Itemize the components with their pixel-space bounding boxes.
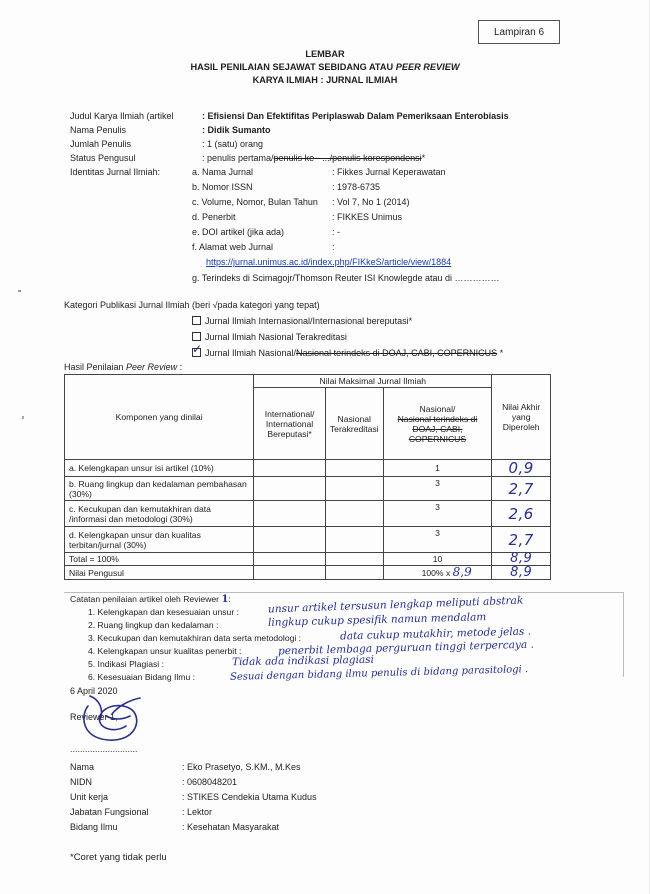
nama-penulis-value: : Didik Sumanto xyxy=(202,125,271,135)
total-label: Total = 100% xyxy=(65,553,254,566)
catatan-item-label: 6. Kesesuaian Bidang Ilmu : xyxy=(88,672,196,682)
check-mark-icon: ✓ xyxy=(192,342,203,356)
status-asterisk: * xyxy=(421,153,426,163)
table-row xyxy=(65,501,551,527)
catatan-item-handwriting: data cukup mutakhir, metode jelas . xyxy=(339,625,532,643)
judul-label: Judul Karya Ilmiah (artikel xyxy=(70,111,174,121)
catatan-item-handwriting: Tidak ada indikasi plagiasi xyxy=(231,653,375,669)
empty-cell xyxy=(325,477,383,501)
max-cell: 3 xyxy=(383,477,492,501)
hasil-title xyxy=(64,362,182,373)
jumlah-penulis-label: Jumlah Penulis xyxy=(70,139,132,149)
komponen-cell: a. Kelengkapan unsur isi artikel (10%) xyxy=(65,460,254,477)
jurnal-field-value: : 1978-6735 xyxy=(332,182,381,192)
jurnal-field-value: : xyxy=(332,242,335,252)
jurnal-field-key: e. DOI artikel (jika ada) xyxy=(192,227,285,237)
reviewer-field-key: Jabatan Fungsional xyxy=(70,807,149,817)
reviewer-field-value: : Kesehatan Masyarakat xyxy=(182,822,280,832)
checkbox-empty-icon[interactable] xyxy=(192,332,201,341)
nama-penulis-label: Nama Penulis xyxy=(70,125,127,135)
title-hasil-text: HASIL PENILAIAN SEJAWAT SEBIDANG ATAU xyxy=(190,62,396,72)
pengusul-handwritten: 8,9 xyxy=(452,565,472,579)
reviewer-field-key: Unit kerja xyxy=(70,792,109,802)
max-cell: 3 xyxy=(383,501,492,527)
kategori-option-label: Jurnal Ilmiah Nasional Terakreditasi xyxy=(205,332,347,342)
jurnal-field-key: a. Nama Jurnal xyxy=(192,167,254,177)
judul-value: : Efisiensi Dan Efektifitas Periplaswab Dalam Pemeriksaan Enterobiasis xyxy=(202,111,509,121)
reviewer-field-key: NIDN xyxy=(70,777,92,787)
total-score: 8,9 xyxy=(492,553,551,566)
kategori-option-label: Jurnal Ilmiah Internasional/Internasional bereputasi* xyxy=(205,316,413,326)
status-text: : penulis pertama/ xyxy=(202,153,274,163)
catatan-item-label: 3. Kecukupan dan kemutakhiran data serta metodologi : xyxy=(88,633,302,643)
reviewer-field-value: : 0608048201 xyxy=(182,777,238,787)
hasil-title-italic: Peer Review xyxy=(126,362,178,372)
empty-cell xyxy=(325,566,383,580)
catatan-item-handwriting: lingkup cukup spesifik namun mendalam xyxy=(267,611,487,629)
checkbox-empty-icon[interactable] xyxy=(192,316,201,325)
catatan-title-colon: : xyxy=(228,594,231,604)
pengusul-label: Nilai Pengusul xyxy=(65,566,254,580)
status-struck-text: penulis ke - .../penulis korespondensi xyxy=(273,153,422,163)
table-row xyxy=(65,460,551,477)
empty-cell xyxy=(325,501,383,527)
empty-cell xyxy=(254,460,326,477)
table-row xyxy=(65,527,551,553)
total-max: 10 xyxy=(383,553,492,566)
score-cell: 2,7 xyxy=(492,477,551,501)
title-lembar: LEMBAR xyxy=(305,49,345,59)
pengusul-max-cell xyxy=(383,566,492,580)
status-pengusul-label: Status Pengusul xyxy=(70,153,136,163)
table-row-pengusul xyxy=(65,566,551,580)
catatan-item-handwriting: Sesuai dengan bidang ilmu penulis di bidang parasitologi . xyxy=(229,664,529,683)
jurnal-field-key: b. Nomor ISSN xyxy=(192,182,253,192)
kategori-option-asterisk: * xyxy=(497,348,504,358)
jurnal-field-value: : FIKKES Unimus xyxy=(332,212,403,222)
table-row-total xyxy=(65,553,551,566)
empty-cell xyxy=(325,460,383,477)
title-karya-ilmiah: KARYA ILMIAH : JURNAL ILMIAH xyxy=(252,75,398,85)
reviewer-field-key: Bidang Ilmu xyxy=(70,822,118,832)
catatan-item-label: 5. Indikasi Plagiasi : xyxy=(88,659,164,669)
catatan-item-label: 1. Kelengkapan dan kesesuaian unsur : xyxy=(88,607,239,617)
jurnal-field-key: d. Penerbit xyxy=(192,212,236,222)
reviewer-field-key: Nama xyxy=(70,762,95,772)
empty-cell xyxy=(254,566,326,580)
pengusul-max: 100% x xyxy=(421,568,451,578)
status-pengusul-value xyxy=(202,153,425,164)
lampiran-box: Lampiran 6 xyxy=(478,20,560,44)
hasil-title-text: Hasil Penilaian xyxy=(64,362,127,372)
catatan-item-handwriting: penerbit lembaga perguruan tinggi terpercaya . xyxy=(277,638,534,658)
score-cell: 2,6 xyxy=(492,501,551,527)
catatan-item-label: 4. Kelengkapan unsur kualitas penerbit : xyxy=(88,646,242,656)
jumlah-penulis-value: : 1 (satu) orang xyxy=(202,139,264,149)
empty-cell xyxy=(254,501,326,527)
kategori-option-internasional[interactable] xyxy=(192,316,412,327)
scan-speck xyxy=(18,290,21,292)
header-nasional-terakreditasi: Nasional Terakreditasi xyxy=(325,388,383,460)
catatan-reviewer-number: 1 xyxy=(221,594,229,605)
score-cell: 0,9 xyxy=(492,460,551,477)
komponen-cell: c. Kecukupan dan kemutakhiran data /informasi dan metodologi (30%) xyxy=(65,501,254,527)
empty-cell xyxy=(254,477,326,501)
signature-dotted-line: ........................... xyxy=(70,744,138,754)
kategori-option-nasional[interactable] xyxy=(192,342,504,359)
reviewer-field-value: : STIKES Cendekia Utama Kudus xyxy=(182,792,317,802)
header-nasional-text: Nasional/ xyxy=(419,403,456,414)
empty-cell xyxy=(325,553,383,566)
footnote: *Coret yang tidak perlu xyxy=(70,852,167,863)
max-cell: 3 xyxy=(383,527,492,553)
catatan-title-text: Catatan penilaian artikel oleh Reviewer xyxy=(70,594,222,604)
hasil-title-colon: : xyxy=(177,362,183,372)
identitas-jurnal-label: Identitas Jurnal Ilmiah: xyxy=(70,167,161,177)
jurnal-field-value: : - xyxy=(332,227,340,237)
catatan-item-label: 2. Ruang lingkup dan kedalaman : xyxy=(88,620,219,630)
jurnal-field-key: f. Alamat web Jurnal xyxy=(192,242,274,252)
checkbox-checked-icon[interactable] xyxy=(192,342,203,357)
kategori-option-struck-label: Nasional terindeks di DOAJ, CABI, COPERNICUS xyxy=(296,348,498,358)
score-table xyxy=(64,374,551,580)
jurnal-field-key: c. Volume, Nomor, Bulan Tahun xyxy=(192,197,318,207)
reviewer-field-value: : Eko Prasetyo, S.KM., M.Kes xyxy=(182,762,301,772)
kategori-option-terakreditasi[interactable] xyxy=(192,332,347,343)
komponen-cell: d. Kelengkapan unsur dan kualitas terbitan/jurnal (30%) xyxy=(65,527,254,553)
jurnal-field-value: : Vol 7, No 1 (2014) xyxy=(332,197,410,207)
header-international: International/ International Bereputasi* xyxy=(254,388,326,460)
header-komponen: Komponen yang dinilai xyxy=(65,375,254,460)
catatan-title xyxy=(70,594,231,605)
catatan-date: 6 April 2020 xyxy=(70,686,118,696)
scan-speck xyxy=(22,416,24,419)
title-peer-review-text: PEER REVIEW xyxy=(395,62,460,72)
header-nilai-maksimal: Nilai Maksimal Jurnal Ilmiah xyxy=(254,375,492,388)
pengusul-score: 8,9 xyxy=(492,566,551,580)
empty-cell xyxy=(254,553,326,566)
jurnal-field-value: : Fikkes Jurnal Keperawatan xyxy=(332,167,446,177)
kategori-option-label: Jurnal Ilmiah Nasional/ xyxy=(205,348,297,358)
table-row xyxy=(65,477,551,501)
catatan-item-handwriting: unsur artikel tersusun lengkap meliputi abstrak xyxy=(267,594,524,616)
journal-web-link[interactable]: https://jurnal.unimus.ac.id/index.php/FIKkeS/article/view/1884 xyxy=(206,257,452,267)
title-hasil-penilaian xyxy=(0,62,650,72)
score-cell: 2,7 xyxy=(492,527,551,553)
header-nilai-akhir: Nilai Akhir yang Diperoleh xyxy=(492,375,551,460)
empty-cell xyxy=(254,527,326,553)
kategori-title: Kategori Publikasi Jurnal Ilmiah (beri √pada kategori yang tepat) xyxy=(64,300,320,310)
terindeks-line: g. Terindeks di Scimagojr/Thomson Reuter ISI Knowlegde atau di …………… xyxy=(192,273,500,283)
header-nasional-struck: Nasional terindeks di DOAJ, CABI, COPERNICUS xyxy=(397,413,478,444)
reviewer-field-value: : Lektor xyxy=(182,807,213,817)
header-nasional xyxy=(383,388,492,460)
max-cell: 1 xyxy=(383,460,492,477)
komponen-cell: b. Ruang lingkup dan kedalaman pembahasan (30%) xyxy=(65,477,254,501)
reviewer-label: Reviewer 1, xyxy=(70,712,118,722)
empty-cell xyxy=(325,527,383,553)
